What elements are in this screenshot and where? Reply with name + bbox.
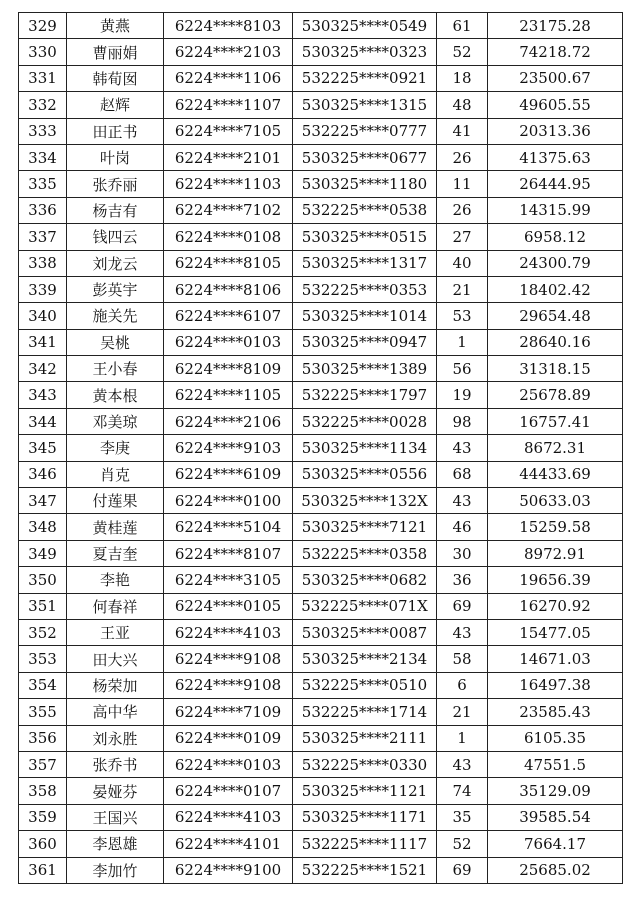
count-value: 53 xyxy=(437,303,488,329)
id-number: 532225****0777 xyxy=(293,118,437,144)
count-value: 74 xyxy=(437,778,488,804)
id-number: 532225****0330 xyxy=(293,751,437,777)
amount-value: 44433.69 xyxy=(488,461,623,487)
table-row xyxy=(19,567,623,593)
count-value: 30 xyxy=(437,540,488,566)
count-value: 27 xyxy=(437,224,488,250)
table-row xyxy=(19,857,623,883)
table-row xyxy=(19,461,623,487)
person-name: 夏吉奎 xyxy=(67,540,164,566)
count-value: 1 xyxy=(437,725,488,751)
table-row xyxy=(19,303,623,329)
amount-value: 7664.17 xyxy=(488,831,623,857)
table-row xyxy=(19,646,623,672)
count-value: 40 xyxy=(437,250,488,276)
bank-card-number: 6224****3105 xyxy=(164,567,293,593)
id-number: 530325****0549 xyxy=(293,13,437,39)
row-number: 343 xyxy=(19,382,67,408)
table-row xyxy=(19,488,623,514)
bank-card-number: 6224****8105 xyxy=(164,250,293,276)
amount-value: 29654.48 xyxy=(488,303,623,329)
bank-card-number: 6224****8107 xyxy=(164,540,293,566)
amount-value: 16757.41 xyxy=(488,408,623,434)
id-number: 530325****0677 xyxy=(293,144,437,170)
row-number: 332 xyxy=(19,92,67,118)
id-number: 532225****1117 xyxy=(293,831,437,857)
bank-card-number: 6224****5104 xyxy=(164,514,293,540)
row-number: 335 xyxy=(19,171,67,197)
amount-value: 15477.05 xyxy=(488,619,623,645)
table-row xyxy=(19,751,623,777)
count-value: 52 xyxy=(437,831,488,857)
amount-value: 16497.38 xyxy=(488,672,623,698)
person-name: 王亚 xyxy=(67,619,164,645)
row-number: 331 xyxy=(19,65,67,91)
id-number: 532225****071X xyxy=(293,593,437,619)
amount-value: 26444.95 xyxy=(488,171,623,197)
person-name: 黄本根 xyxy=(67,382,164,408)
row-number: 348 xyxy=(19,514,67,540)
amount-value: 16270.92 xyxy=(488,593,623,619)
table-row xyxy=(19,224,623,250)
id-number: 530325****0087 xyxy=(293,619,437,645)
table-row xyxy=(19,778,623,804)
person-name: 田正书 xyxy=(67,118,164,144)
amount-value: 8972.91 xyxy=(488,540,623,566)
count-value: 21 xyxy=(437,699,488,725)
count-value: 36 xyxy=(437,567,488,593)
table-row xyxy=(19,804,623,830)
count-value: 18 xyxy=(437,65,488,91)
count-value: 69 xyxy=(437,857,488,883)
id-number: 532225****1521 xyxy=(293,857,437,883)
row-number: 354 xyxy=(19,672,67,698)
table-row xyxy=(19,356,623,382)
table-row xyxy=(19,118,623,144)
person-name: 刘龙云 xyxy=(67,250,164,276)
id-number: 532225****0921 xyxy=(293,65,437,91)
bank-card-number: 6224****8106 xyxy=(164,276,293,302)
person-name: 王国兴 xyxy=(67,804,164,830)
count-value: 35 xyxy=(437,804,488,830)
bank-card-number: 6224****9103 xyxy=(164,435,293,461)
row-number: 359 xyxy=(19,804,67,830)
row-number: 358 xyxy=(19,778,67,804)
id-number: 532225****0510 xyxy=(293,672,437,698)
id-number: 530325****0515 xyxy=(293,224,437,250)
row-number: 347 xyxy=(19,488,67,514)
amount-value: 39585.54 xyxy=(488,804,623,830)
person-name: 杨荣加 xyxy=(67,672,164,698)
amount-value: 23175.28 xyxy=(488,13,623,39)
row-number: 334 xyxy=(19,144,67,170)
person-name: 王小春 xyxy=(67,356,164,382)
bank-card-number: 6224****1103 xyxy=(164,171,293,197)
table-row xyxy=(19,699,623,725)
count-value: 26 xyxy=(437,197,488,223)
person-name: 韩荀囡 xyxy=(67,65,164,91)
count-value: 48 xyxy=(437,92,488,118)
row-number: 329 xyxy=(19,13,67,39)
row-number: 361 xyxy=(19,857,67,883)
amount-value: 6105.35 xyxy=(488,725,623,751)
id-number: 532225****0358 xyxy=(293,540,437,566)
id-number: 530325****0947 xyxy=(293,329,437,355)
amount-value: 19656.39 xyxy=(488,567,623,593)
person-name: 李艳 xyxy=(67,567,164,593)
person-name: 肖克 xyxy=(67,461,164,487)
id-number: 532225****1714 xyxy=(293,699,437,725)
bank-card-number: 6224****0100 xyxy=(164,488,293,514)
bank-card-number: 6224****0109 xyxy=(164,725,293,751)
amount-value: 23500.67 xyxy=(488,65,623,91)
bank-card-number: 6224****6107 xyxy=(164,303,293,329)
row-number: 341 xyxy=(19,329,67,355)
person-name: 李加竹 xyxy=(67,857,164,883)
row-number: 336 xyxy=(19,197,67,223)
bank-card-number: 6224****1107 xyxy=(164,92,293,118)
table-row xyxy=(19,725,623,751)
table-row xyxy=(19,619,623,645)
count-value: 69 xyxy=(437,593,488,619)
bank-card-number: 6224****0107 xyxy=(164,778,293,804)
amount-value: 25678.89 xyxy=(488,382,623,408)
table-row xyxy=(19,514,623,540)
bank-card-number: 6224****9108 xyxy=(164,672,293,698)
row-number: 338 xyxy=(19,250,67,276)
bank-card-number: 6224****4103 xyxy=(164,619,293,645)
row-number: 349 xyxy=(19,540,67,566)
person-name: 叶岗 xyxy=(67,144,164,170)
row-number: 360 xyxy=(19,831,67,857)
table-row xyxy=(19,329,623,355)
count-value: 43 xyxy=(437,619,488,645)
person-name: 李恩雄 xyxy=(67,831,164,857)
person-name: 刘永胜 xyxy=(67,725,164,751)
row-number: 351 xyxy=(19,593,67,619)
count-value: 6 xyxy=(437,672,488,698)
amount-value: 24300.79 xyxy=(488,250,623,276)
count-value: 46 xyxy=(437,514,488,540)
count-value: 43 xyxy=(437,751,488,777)
table-row xyxy=(19,197,623,223)
person-name: 赵辉 xyxy=(67,92,164,118)
table-row xyxy=(19,408,623,434)
amount-value: 35129.09 xyxy=(488,778,623,804)
row-number: 357 xyxy=(19,751,67,777)
person-name: 高中华 xyxy=(67,699,164,725)
count-value: 11 xyxy=(437,171,488,197)
table-row xyxy=(19,831,623,857)
id-number: 530325****1171 xyxy=(293,804,437,830)
amount-value: 20313.36 xyxy=(488,118,623,144)
id-number: 532225****0538 xyxy=(293,197,437,223)
person-name: 张乔丽 xyxy=(67,171,164,197)
bank-card-number: 6224****1105 xyxy=(164,382,293,408)
person-name: 吴桃 xyxy=(67,329,164,355)
count-value: 43 xyxy=(437,488,488,514)
id-number: 530325****132X xyxy=(293,488,437,514)
bank-card-number: 6224****8109 xyxy=(164,356,293,382)
row-number: 333 xyxy=(19,118,67,144)
records-table-body xyxy=(19,13,623,884)
amount-value: 28640.16 xyxy=(488,329,623,355)
table-row xyxy=(19,92,623,118)
amount-value: 18402.42 xyxy=(488,276,623,302)
bank-card-number: 6224****6109 xyxy=(164,461,293,487)
count-value: 1 xyxy=(437,329,488,355)
amount-value: 49605.55 xyxy=(488,92,623,118)
row-number: 352 xyxy=(19,619,67,645)
count-value: 61 xyxy=(437,13,488,39)
amount-value: 50633.03 xyxy=(488,488,623,514)
records-table xyxy=(18,12,623,884)
bank-card-number: 6224****2103 xyxy=(164,39,293,65)
person-name: 邓美琼 xyxy=(67,408,164,434)
count-value: 21 xyxy=(437,276,488,302)
amount-value: 31318.15 xyxy=(488,356,623,382)
person-name: 付莲果 xyxy=(67,488,164,514)
bank-card-number: 6224****2101 xyxy=(164,144,293,170)
id-number: 532225****1797 xyxy=(293,382,437,408)
row-number: 353 xyxy=(19,646,67,672)
bank-card-number: 6224****7105 xyxy=(164,118,293,144)
bank-card-number: 6224****7109 xyxy=(164,699,293,725)
bank-card-number: 6224****1106 xyxy=(164,65,293,91)
row-number: 344 xyxy=(19,408,67,434)
person-name: 张乔书 xyxy=(67,751,164,777)
id-number: 530325****1315 xyxy=(293,92,437,118)
person-name: 杨吉有 xyxy=(67,197,164,223)
table-row xyxy=(19,593,623,619)
bank-card-number: 6224****7102 xyxy=(164,197,293,223)
amount-value: 6958.12 xyxy=(488,224,623,250)
id-number: 530325****0556 xyxy=(293,461,437,487)
bank-card-number: 6224****8103 xyxy=(164,13,293,39)
id-number: 530325****1134 xyxy=(293,435,437,461)
table-row xyxy=(19,65,623,91)
person-name: 黄燕 xyxy=(67,13,164,39)
count-value: 19 xyxy=(437,382,488,408)
bank-card-number: 6224****0103 xyxy=(164,329,293,355)
count-value: 98 xyxy=(437,408,488,434)
person-name: 何春祥 xyxy=(67,593,164,619)
table-row xyxy=(19,672,623,698)
table-row xyxy=(19,382,623,408)
row-number: 330 xyxy=(19,39,67,65)
id-number: 530325****0682 xyxy=(293,567,437,593)
person-name: 晏娅芬 xyxy=(67,778,164,804)
person-name: 曹丽娟 xyxy=(67,39,164,65)
id-number: 532225****0028 xyxy=(293,408,437,434)
amount-value: 15259.58 xyxy=(488,514,623,540)
row-number: 337 xyxy=(19,224,67,250)
table-row xyxy=(19,540,623,566)
amount-value: 41375.63 xyxy=(488,144,623,170)
amount-value: 74218.72 xyxy=(488,39,623,65)
row-number: 339 xyxy=(19,276,67,302)
row-number: 356 xyxy=(19,725,67,751)
table-row xyxy=(19,144,623,170)
id-number: 530325****1121 xyxy=(293,778,437,804)
row-number: 350 xyxy=(19,567,67,593)
amount-value: 47551.5 xyxy=(488,751,623,777)
id-number: 530325****1014 xyxy=(293,303,437,329)
id-number: 530325****1180 xyxy=(293,171,437,197)
id-number: 530325****2134 xyxy=(293,646,437,672)
count-value: 56 xyxy=(437,356,488,382)
person-name: 施关先 xyxy=(67,303,164,329)
id-number: 530325****1317 xyxy=(293,250,437,276)
bank-card-number: 6224****0103 xyxy=(164,751,293,777)
bank-card-number: 6224****2106 xyxy=(164,408,293,434)
amount-value: 8672.31 xyxy=(488,435,623,461)
count-value: 52 xyxy=(437,39,488,65)
bank-card-number: 6224****0105 xyxy=(164,593,293,619)
amount-value: 14671.03 xyxy=(488,646,623,672)
bank-card-number: 6224****0108 xyxy=(164,224,293,250)
person-name: 李庚 xyxy=(67,435,164,461)
id-number: 530325****7121 xyxy=(293,514,437,540)
bank-card-number: 6224****4103 xyxy=(164,804,293,830)
table-row xyxy=(19,13,623,39)
count-value: 68 xyxy=(437,461,488,487)
amount-value: 23585.43 xyxy=(488,699,623,725)
count-value: 41 xyxy=(437,118,488,144)
row-number: 340 xyxy=(19,303,67,329)
bank-card-number: 6224****9100 xyxy=(164,857,293,883)
count-value: 43 xyxy=(437,435,488,461)
table-row xyxy=(19,276,623,302)
count-value: 58 xyxy=(437,646,488,672)
table-row xyxy=(19,39,623,65)
table-row xyxy=(19,250,623,276)
person-name: 田大兴 xyxy=(67,646,164,672)
table-row xyxy=(19,435,623,461)
row-number: 355 xyxy=(19,699,67,725)
bank-card-number: 6224****9108 xyxy=(164,646,293,672)
id-number: 532225****0353 xyxy=(293,276,437,302)
person-name: 黄桂莲 xyxy=(67,514,164,540)
amount-value: 25685.02 xyxy=(488,857,623,883)
id-number: 530325****1389 xyxy=(293,356,437,382)
id-number: 530325****2111 xyxy=(293,725,437,751)
row-number: 342 xyxy=(19,356,67,382)
row-number: 346 xyxy=(19,461,67,487)
count-value: 26 xyxy=(437,144,488,170)
table-row xyxy=(19,171,623,197)
amount-value: 14315.99 xyxy=(488,197,623,223)
id-number: 530325****0323 xyxy=(293,39,437,65)
person-name: 彭英宇 xyxy=(67,276,164,302)
bank-card-number: 6224****4101 xyxy=(164,831,293,857)
row-number: 345 xyxy=(19,435,67,461)
person-name: 钱四云 xyxy=(67,224,164,250)
